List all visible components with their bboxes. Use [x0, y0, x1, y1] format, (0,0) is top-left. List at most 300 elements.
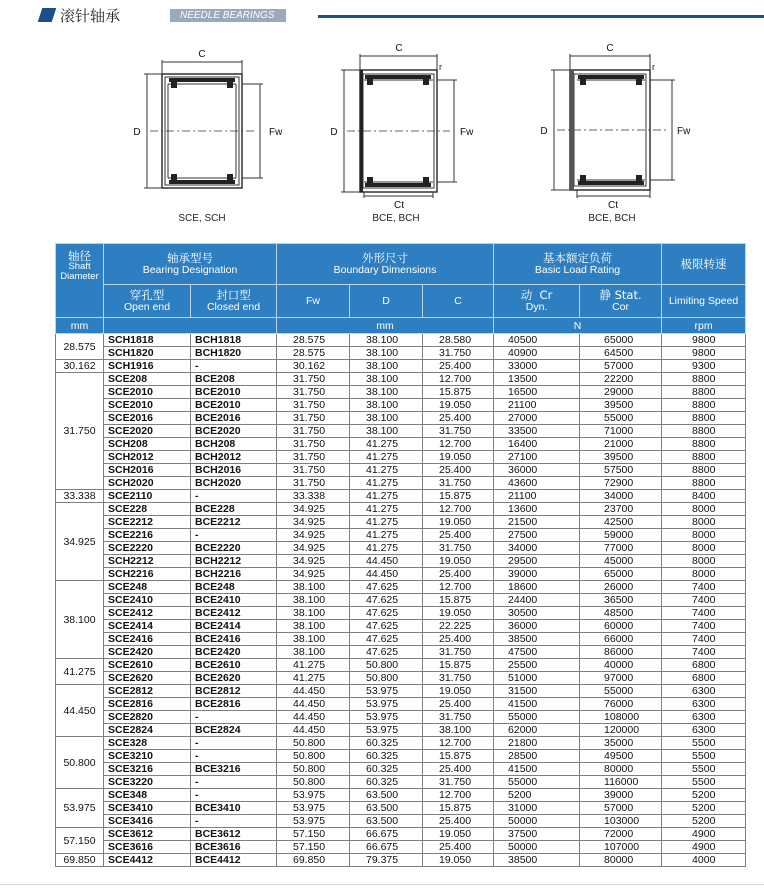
fw-cell: 34.925 — [277, 542, 350, 555]
speed-cell: 4900 — [662, 828, 746, 841]
speed-cell: 6300 — [662, 711, 746, 724]
header-title-cn: 滚针轴承 — [60, 7, 121, 25]
c-cell: 19.050 — [423, 854, 494, 867]
open-end-cell: SCE2412 — [104, 607, 191, 620]
table-row — [56, 347, 746, 360]
c-cell: 12.700 — [423, 373, 494, 386]
closed-end-cell: BCE2816 — [191, 698, 277, 711]
dyn-load-cell: 30500 — [494, 607, 580, 620]
d-cell: 38.100 — [350, 425, 423, 438]
stat-load-cell: 72000 — [580, 828, 662, 841]
shaft-diameter-cell: 57.150 — [56, 828, 104, 854]
dyn-load-cell: 50000 — [494, 841, 580, 854]
c-cell: 15.875 — [423, 659, 494, 672]
col-load-header: 基本额定负荷 Basic Load Rating — [494, 244, 662, 285]
dyn-load-cell: 27000 — [494, 412, 580, 425]
dyn-load-cell: 50000 — [494, 815, 580, 828]
fw-cell: 53.975 — [277, 802, 350, 815]
open-end-cell: SCH2216 — [104, 568, 191, 581]
c-cell: 19.050 — [423, 516, 494, 529]
label-fw: Fw — [677, 126, 691, 137]
diagram-bce-bch-2-drawing — [525, 40, 755, 210]
stat-load-cell: 26000 — [580, 581, 662, 594]
speed-cell: 8400 — [662, 490, 746, 503]
dyn-load-cell: 29500 — [494, 555, 580, 568]
closed-end-cell: BCE2610 — [191, 659, 277, 672]
speed-cell: 8800 — [662, 373, 746, 386]
open-end-cell: SCE2414 — [104, 620, 191, 633]
c-cell: 19.050 — [423, 607, 494, 620]
c-cell: 15.875 — [423, 594, 494, 607]
d-cell: 47.625 — [350, 607, 423, 620]
stat-load-cell: 39500 — [580, 399, 662, 412]
fw-cell: 44.450 — [277, 685, 350, 698]
c-cell: 31.750 — [423, 425, 494, 438]
open-end-cell: SCH2020 — [104, 477, 191, 490]
fw-cell: 57.150 — [277, 841, 350, 854]
table-row — [56, 399, 746, 412]
d-cell: 63.500 — [350, 802, 423, 815]
dyn-load-cell: 13500 — [494, 373, 580, 386]
c-cell: 19.050 — [423, 451, 494, 464]
open-end-cell: SCE3216 — [104, 763, 191, 776]
table-row — [56, 360, 746, 373]
stat-load-cell: 55000 — [580, 685, 662, 698]
stat-load-cell: 116000 — [580, 776, 662, 789]
stat-load-cell: 23700 — [580, 503, 662, 516]
open-end-cell: SCE4412 — [104, 854, 191, 867]
open-end-cell: SCH208 — [104, 438, 191, 451]
dyn-load-cell: 27100 — [494, 451, 580, 464]
speed-cell: 4000 — [662, 854, 746, 867]
fw-cell: 50.800 — [277, 750, 350, 763]
closed-end-cell: BCE2414 — [191, 620, 277, 633]
closed-end-cell: - — [191, 529, 277, 542]
label-ct: Ct — [394, 200, 404, 210]
speed-cell: 8000 — [662, 529, 746, 542]
dyn-load-cell: 40900 — [494, 347, 580, 360]
dyn-load-cell: 55000 — [494, 776, 580, 789]
speed-cell: 8800 — [662, 477, 746, 490]
table-row — [56, 451, 746, 464]
speed-cell: 8800 — [662, 451, 746, 464]
c-cell: 15.875 — [423, 802, 494, 815]
d-cell: 60.325 — [350, 776, 423, 789]
stat-load-cell: 40000 — [580, 659, 662, 672]
dyn-load-cell: 31000 — [494, 802, 580, 815]
stat-load-cell: 65000 — [580, 568, 662, 581]
table-row — [56, 698, 746, 711]
open-end-cell: SCE2824 — [104, 724, 191, 737]
table-row — [56, 438, 746, 451]
fw-cell: 53.975 — [277, 815, 350, 828]
fw-cell: 34.925 — [277, 555, 350, 568]
dyn-load-cell: 37500 — [494, 828, 580, 841]
d-cell: 66.675 — [350, 841, 423, 854]
col-stat: 静 Stat. Cor — [580, 285, 662, 318]
dyn-load-cell: 25500 — [494, 659, 580, 672]
c-cell: 25.400 — [423, 841, 494, 854]
dyn-load-cell: 55000 — [494, 711, 580, 724]
header-rule — [318, 15, 764, 18]
shaft-diameter-cell: 53.975 — [56, 789, 104, 828]
open-end-cell: SCE348 — [104, 789, 191, 802]
table-row — [56, 750, 746, 763]
c-cell: 28.580 — [423, 334, 494, 347]
closed-end-cell: BCH2012 — [191, 451, 277, 464]
col-c: C — [423, 285, 494, 318]
closed-end-cell: BCH1820 — [191, 347, 277, 360]
stat-load-cell: 57500 — [580, 464, 662, 477]
table-row — [56, 672, 746, 685]
c-cell: 22.225 — [423, 620, 494, 633]
col-dyn: 动 Cr Dyn. — [494, 285, 580, 318]
dyn-load-cell: 39000 — [494, 568, 580, 581]
stat-load-cell: 71000 — [580, 425, 662, 438]
d-cell: 53.975 — [350, 698, 423, 711]
table-row — [56, 607, 746, 620]
fw-cell: 38.100 — [277, 607, 350, 620]
table-row — [56, 490, 746, 503]
table-body — [56, 334, 746, 867]
dyn-load-cell: 31500 — [494, 685, 580, 698]
table-row — [56, 737, 746, 750]
col-fw: Fw — [277, 285, 350, 318]
fw-cell: 69.850 — [277, 854, 350, 867]
closed-end-cell: BCE3612 — [191, 828, 277, 841]
label-r: r — [652, 62, 655, 72]
open-end-cell: SCH2012 — [104, 451, 191, 464]
d-cell: 38.100 — [350, 399, 423, 412]
closed-end-cell: - — [191, 737, 277, 750]
d-cell: 53.975 — [350, 724, 423, 737]
shaft-diameter-cell: 41.275 — [56, 659, 104, 685]
fw-cell: 30.162 — [277, 360, 350, 373]
stat-load-cell: 45000 — [580, 555, 662, 568]
label-d: D — [330, 127, 338, 138]
dyn-load-cell: 41500 — [494, 763, 580, 776]
label-d: D — [540, 126, 548, 137]
d-cell: 41.275 — [350, 451, 423, 464]
dyn-load-cell: 33000 — [494, 360, 580, 373]
stat-load-cell: 55000 — [580, 412, 662, 425]
dyn-load-cell: 43600 — [494, 477, 580, 490]
table-row — [56, 477, 746, 490]
diagram-bce-bch-2 — [525, 40, 755, 230]
speed-cell: 7400 — [662, 607, 746, 620]
open-end-cell: SCH1818 — [104, 334, 191, 347]
open-end-cell: SCE3416 — [104, 815, 191, 828]
shaft-diameter-cell: 38.100 — [56, 581, 104, 659]
table-row — [56, 828, 746, 841]
open-end-cell: SCE2016 — [104, 412, 191, 425]
table-row — [56, 854, 746, 867]
shaft-diameter-cell: 69.850 — [56, 854, 104, 867]
open-end-cell: SCE248 — [104, 581, 191, 594]
table-row — [56, 776, 746, 789]
stat-load-cell: 22200 — [580, 373, 662, 386]
c-cell: 15.875 — [423, 386, 494, 399]
stat-load-cell: 39500 — [580, 451, 662, 464]
stat-load-cell: 57000 — [580, 802, 662, 815]
d-cell: 47.625 — [350, 620, 423, 633]
shaft-diameter-cell: 34.925 — [56, 503, 104, 581]
fw-cell: 31.750 — [277, 464, 350, 477]
closed-end-cell: BCE2412 — [191, 607, 277, 620]
table-row — [56, 594, 746, 607]
speed-cell: 5500 — [662, 737, 746, 750]
closed-end-cell: BCH1818 — [191, 334, 277, 347]
closed-end-cell: BCE248 — [191, 581, 277, 594]
speed-cell: 5500 — [662, 763, 746, 776]
d-cell: 53.975 — [350, 711, 423, 724]
speed-cell: 6300 — [662, 685, 746, 698]
label-ct: Ct — [608, 200, 618, 210]
stat-load-cell: 35000 — [580, 737, 662, 750]
speed-cell: 6300 — [662, 724, 746, 737]
fw-cell: 28.575 — [277, 347, 350, 360]
col-open-end: 穿孔型 Open end — [104, 285, 191, 318]
unit-load: N — [494, 318, 662, 334]
stat-load-cell: 77000 — [580, 542, 662, 555]
d-cell: 41.275 — [350, 529, 423, 542]
table-row — [56, 659, 746, 672]
stat-load-cell: 86000 — [580, 646, 662, 659]
c-cell: 19.050 — [423, 685, 494, 698]
fw-cell: 38.100 — [277, 620, 350, 633]
col-closed-end: 封口型 Closed end — [191, 285, 277, 318]
speed-cell: 8000 — [662, 516, 746, 529]
fw-cell: 34.925 — [277, 503, 350, 516]
table-row — [56, 763, 746, 776]
speed-cell: 8800 — [662, 425, 746, 438]
c-cell: 25.400 — [423, 529, 494, 542]
dyn-load-cell: 34000 — [494, 542, 580, 555]
dyn-load-cell: 21800 — [494, 737, 580, 750]
table-row — [56, 555, 746, 568]
table-row — [56, 724, 746, 737]
c-cell: 31.750 — [423, 542, 494, 555]
open-end-cell: SCE3410 — [104, 802, 191, 815]
stat-load-cell: 57000 — [580, 360, 662, 373]
c-cell: 25.400 — [423, 815, 494, 828]
unit-blank — [104, 318, 277, 334]
table-row — [56, 503, 746, 516]
closed-end-cell: - — [191, 490, 277, 503]
c-cell: 31.750 — [423, 672, 494, 685]
open-end-cell: SCE2416 — [104, 633, 191, 646]
fw-cell: 31.750 — [277, 386, 350, 399]
dyn-load-cell: 51000 — [494, 672, 580, 685]
d-cell: 53.975 — [350, 685, 423, 698]
closed-end-cell: - — [191, 776, 277, 789]
open-end-cell: SCE2010 — [104, 399, 191, 412]
speed-cell: 8800 — [662, 386, 746, 399]
closed-end-cell: BCE2410 — [191, 594, 277, 607]
dyn-load-cell: 18600 — [494, 581, 580, 594]
table-row — [56, 711, 746, 724]
d-cell: 41.275 — [350, 464, 423, 477]
table-row — [56, 815, 746, 828]
dyn-load-cell: 47500 — [494, 646, 580, 659]
dyn-load-cell: 36000 — [494, 464, 580, 477]
closed-end-cell: - — [191, 815, 277, 828]
open-end-cell: SCE328 — [104, 737, 191, 750]
stat-load-cell: 120000 — [580, 724, 662, 737]
closed-end-cell: BCE3616 — [191, 841, 277, 854]
stat-load-cell: 36500 — [580, 594, 662, 607]
d-cell: 63.500 — [350, 789, 423, 802]
d-cell: 38.100 — [350, 373, 423, 386]
table-row — [56, 581, 746, 594]
dyn-load-cell: 24400 — [494, 594, 580, 607]
open-end-cell: SCH2212 — [104, 555, 191, 568]
open-end-cell: SCE2410 — [104, 594, 191, 607]
speed-cell: 7400 — [662, 581, 746, 594]
speed-cell: 8800 — [662, 464, 746, 477]
speed-cell: 8000 — [662, 568, 746, 581]
speed-cell: 7400 — [662, 594, 746, 607]
fw-cell: 34.925 — [277, 529, 350, 542]
fw-cell: 41.275 — [277, 672, 350, 685]
stat-load-cell: 80000 — [580, 763, 662, 776]
open-end-cell: SCE208 — [104, 373, 191, 386]
fw-cell: 44.450 — [277, 724, 350, 737]
speed-cell: 6800 — [662, 659, 746, 672]
dyn-load-cell: 21100 — [494, 490, 580, 503]
open-end-cell: SCE2816 — [104, 698, 191, 711]
open-end-cell: SCE2020 — [104, 425, 191, 438]
d-cell: 38.100 — [350, 334, 423, 347]
stat-load-cell: 108000 — [580, 711, 662, 724]
table-row — [56, 373, 746, 386]
speed-cell: 5200 — [662, 789, 746, 802]
fw-cell: 31.750 — [277, 451, 350, 464]
table-row — [56, 633, 746, 646]
closed-end-cell: BCH2016 — [191, 464, 277, 477]
speed-cell: 5500 — [662, 776, 746, 789]
dyn-load-cell: 5200 — [494, 789, 580, 802]
fw-cell: 31.750 — [277, 438, 350, 451]
d-cell: 41.275 — [350, 438, 423, 451]
stat-load-cell: 21000 — [580, 438, 662, 451]
c-cell: 31.750 — [423, 776, 494, 789]
stat-load-cell: 34000 — [580, 490, 662, 503]
col-designation-header: 轴承型号 Bearing Designation — [104, 244, 277, 285]
c-cell: 25.400 — [423, 412, 494, 425]
unit-shaft: mm — [56, 318, 104, 334]
table-row — [56, 620, 746, 633]
open-end-cell: SCE2216 — [104, 529, 191, 542]
fw-cell: 31.750 — [277, 412, 350, 425]
stat-load-cell: 72900 — [580, 477, 662, 490]
d-cell: 38.100 — [350, 347, 423, 360]
open-end-cell: SCE2212 — [104, 516, 191, 529]
dyn-load-cell: 41500 — [494, 698, 580, 711]
section-header — [40, 6, 764, 28]
stat-load-cell: 80000 — [580, 854, 662, 867]
open-end-cell: SCE3210 — [104, 750, 191, 763]
table-row — [56, 464, 746, 477]
speed-cell: 9800 — [662, 347, 746, 360]
col-speed-header-cn: 极限转速 — [662, 244, 746, 285]
closed-end-cell: BCE2010 — [191, 399, 277, 412]
closed-end-cell: BCE2416 — [191, 633, 277, 646]
header-mark — [38, 8, 57, 22]
dyn-load-cell: 33500 — [494, 425, 580, 438]
closed-end-cell: BCE2620 — [191, 672, 277, 685]
open-end-cell: SCE3220 — [104, 776, 191, 789]
speed-cell: 8000 — [662, 542, 746, 555]
c-cell: 25.400 — [423, 763, 494, 776]
label-c: C — [606, 43, 614, 54]
c-cell: 19.050 — [423, 828, 494, 841]
speed-cell: 5200 — [662, 802, 746, 815]
d-cell: 44.450 — [350, 555, 423, 568]
table-row — [56, 802, 746, 815]
d-cell: 60.325 — [350, 737, 423, 750]
closed-end-cell: - — [191, 711, 277, 724]
shaft-diameter-cell: 28.575 — [56, 334, 104, 360]
diagram-caption: BCE, BCH — [588, 213, 636, 224]
closed-end-cell: BCE2016 — [191, 412, 277, 425]
dyn-load-cell: 27500 — [494, 529, 580, 542]
table-row — [56, 685, 746, 698]
closed-end-cell: BCE2824 — [191, 724, 277, 737]
dyn-load-cell: 36000 — [494, 620, 580, 633]
c-cell: 12.700 — [423, 581, 494, 594]
open-end-cell: SCH1820 — [104, 347, 191, 360]
shaft-diameter-cell: 31.750 — [56, 373, 104, 490]
fw-cell: 44.450 — [277, 711, 350, 724]
label-fw: Fw — [269, 127, 283, 138]
closed-end-cell: BCH208 — [191, 438, 277, 451]
stat-load-cell: 103000 — [580, 815, 662, 828]
stat-load-cell: 39000 — [580, 789, 662, 802]
d-cell: 79.375 — [350, 854, 423, 867]
open-end-cell: SCH2016 — [104, 464, 191, 477]
fw-cell: 31.750 — [277, 425, 350, 438]
shaft-diameter-cell: 30.162 — [56, 360, 104, 373]
col-d: D — [350, 285, 423, 318]
table-row — [56, 568, 746, 581]
closed-end-cell: BCH2020 — [191, 477, 277, 490]
d-cell: 47.625 — [350, 594, 423, 607]
c-cell: 12.700 — [423, 789, 494, 802]
speed-cell: 8800 — [662, 412, 746, 425]
d-cell: 41.275 — [350, 542, 423, 555]
diagram-bce-bch-1 — [315, 40, 548, 230]
dyn-load-cell: 62000 — [494, 724, 580, 737]
table-row — [56, 529, 746, 542]
fw-cell: 50.800 — [277, 737, 350, 750]
d-cell: 47.625 — [350, 646, 423, 659]
d-cell: 38.100 — [350, 386, 423, 399]
table-row — [56, 412, 746, 425]
label-c: C — [395, 43, 403, 54]
d-cell: 47.625 — [350, 633, 423, 646]
fw-cell: 57.150 — [277, 828, 350, 841]
closed-end-cell: BCE3410 — [191, 802, 277, 815]
closed-end-cell: BCE2420 — [191, 646, 277, 659]
fw-cell: 31.750 — [277, 373, 350, 386]
dyn-load-cell: 38500 — [494, 633, 580, 646]
closed-end-cell: BCE2010 — [191, 386, 277, 399]
closed-end-cell: BCE228 — [191, 503, 277, 516]
d-cell: 63.500 — [350, 815, 423, 828]
table-row — [56, 334, 746, 347]
header-title-en: NEEDLE BEARINGS — [170, 9, 286, 22]
